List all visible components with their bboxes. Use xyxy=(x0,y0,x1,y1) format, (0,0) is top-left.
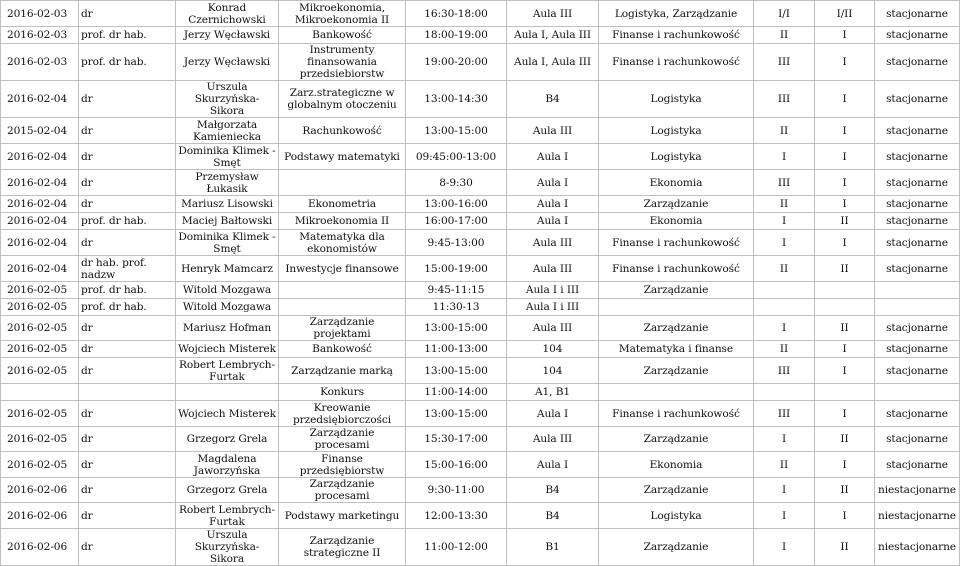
date-cell: 2016-02-05 xyxy=(1,401,79,427)
subject-cell: Konkurs xyxy=(279,384,406,401)
date-cell: 2016-02-05 xyxy=(1,358,79,384)
program-cell xyxy=(599,384,754,401)
date-cell: 2016-02-03 xyxy=(1,44,79,81)
degree-cell: II xyxy=(815,427,875,452)
time-cell: 13:00-15:00 xyxy=(406,358,507,384)
time-cell: 15:00-16:00 xyxy=(406,452,507,478)
mode-cell: stacjonarne xyxy=(875,1,960,27)
time-cell: 19:00-20:00 xyxy=(406,44,507,81)
program-cell: Ekonomia xyxy=(599,170,754,196)
program-cell: Finanse i rachunkowość xyxy=(599,27,754,44)
subject-cell: Mikroekonomia II xyxy=(279,213,406,230)
table-row xyxy=(1,478,960,503)
mode-cell: stacjonarne xyxy=(875,316,960,341)
lecturer-cell: Mariusz Lisowski xyxy=(176,196,279,213)
room-cell: Aula I xyxy=(507,213,599,230)
lecturer-cell: Magdalena Jaworzyńska xyxy=(176,452,279,478)
title-cell: prof. dr hab. xyxy=(79,299,176,316)
table-row xyxy=(1,196,960,213)
subject-cell xyxy=(279,170,406,196)
program-cell: Matematyka i finanse xyxy=(599,341,754,358)
degree-cell: I/II xyxy=(815,1,875,27)
subject-cell xyxy=(279,299,406,316)
year-cell: I xyxy=(754,503,815,529)
room-cell: 104 xyxy=(507,341,599,358)
title-cell: dr xyxy=(79,316,176,341)
subject-cell: Zarządzanie marką xyxy=(279,358,406,384)
title-cell: dr xyxy=(79,401,176,427)
subject-cell: Rachunkowość xyxy=(279,118,406,144)
program-cell: Zarządzanie xyxy=(599,427,754,452)
room-cell: Aula III xyxy=(507,118,599,144)
degree-cell: II xyxy=(815,316,875,341)
table-row xyxy=(1,299,960,316)
time-cell: 15:00-19:00 xyxy=(406,256,507,282)
mode-cell: stacjonarne xyxy=(875,118,960,144)
subject-cell: Ekonometria xyxy=(279,196,406,213)
mode-cell: niestacjonarne xyxy=(875,529,960,566)
degree-cell: II xyxy=(815,213,875,230)
subject-cell: Kreowanie przedsiębiorczości xyxy=(279,401,406,427)
title-cell: dr hab. prof. nadzw xyxy=(79,256,176,282)
mode-cell: niestacjonarne xyxy=(875,503,960,529)
program-cell: Logistyka xyxy=(599,118,754,144)
mode-cell xyxy=(875,299,960,316)
room-cell: B4 xyxy=(507,503,599,529)
table-row xyxy=(1,144,960,170)
lecturer-cell: Witold Mozgawa xyxy=(176,282,279,299)
time-cell: 9:45-13:00 xyxy=(406,230,507,256)
lecturer-cell: Konrad Czernichowski xyxy=(176,1,279,27)
table-row xyxy=(1,452,960,478)
subject-cell: Mikroekonomia, Mikroekonomia II xyxy=(279,1,406,27)
year-cell: III xyxy=(754,401,815,427)
subject-cell: Podstawy matematyki xyxy=(279,144,406,170)
year-cell xyxy=(754,299,815,316)
lecturer-cell: Robert Lembrych-Furtak xyxy=(176,503,279,529)
program-cell: Finanse i rachunkowość xyxy=(599,401,754,427)
room-cell: B1 xyxy=(507,529,599,566)
time-cell: 09:45:00-13:00 xyxy=(406,144,507,170)
title-cell: prof. dr hab. xyxy=(79,213,176,230)
room-cell: B4 xyxy=(507,81,599,118)
time-cell: 18:00-19:00 xyxy=(406,27,507,44)
program-cell: Zarządzanie xyxy=(599,316,754,341)
program-cell: Zarządzanie xyxy=(599,196,754,213)
table-row xyxy=(1,316,960,341)
degree-cell: I xyxy=(815,452,875,478)
date-cell: 2016-02-05 xyxy=(1,282,79,299)
year-cell: II xyxy=(754,452,815,478)
date-cell: 2016-02-04 xyxy=(1,170,79,196)
title-cell: dr xyxy=(79,196,176,213)
title-cell: dr xyxy=(79,341,176,358)
degree-cell xyxy=(815,282,875,299)
room-cell: Aula III xyxy=(507,1,599,27)
date-cell: 2016-02-04 xyxy=(1,230,79,256)
table-row xyxy=(1,81,960,118)
degree-cell: I xyxy=(815,170,875,196)
lecturer-cell xyxy=(176,384,279,401)
year-cell: II xyxy=(754,27,815,44)
date-cell: 2016-02-04 xyxy=(1,196,79,213)
degree-cell: II xyxy=(815,529,875,566)
mode-cell: stacjonarne xyxy=(875,452,960,478)
lecturer-cell: Witold Mozgawa xyxy=(176,299,279,316)
table-row xyxy=(1,529,960,566)
lecturer-cell: Wojciech Misterek xyxy=(176,401,279,427)
room-cell: Aula I, Aula III xyxy=(507,27,599,44)
degree-cell: I xyxy=(815,358,875,384)
mode-cell: stacjonarne xyxy=(875,81,960,118)
time-cell: 9:45-11:15 xyxy=(406,282,507,299)
time-cell: 16:00-17:00 xyxy=(406,213,507,230)
year-cell: I xyxy=(754,478,815,503)
title-cell: dr xyxy=(79,81,176,118)
room-cell: Aula III xyxy=(507,256,599,282)
title-cell: dr xyxy=(79,503,176,529)
date-cell: 2016-02-06 xyxy=(1,529,79,566)
time-cell: 11:30-13 xyxy=(406,299,507,316)
mode-cell: stacjonarne xyxy=(875,27,960,44)
time-cell: 11:00-12:00 xyxy=(406,529,507,566)
title-cell: dr xyxy=(79,529,176,566)
room-cell: Aula I xyxy=(507,401,599,427)
date-cell: 2016-02-05 xyxy=(1,452,79,478)
subject-cell: Inwestycje finansowe xyxy=(279,256,406,282)
time-cell: 13:00-15:00 xyxy=(406,118,507,144)
lecturer-cell: Grzegorz Grela xyxy=(176,478,279,503)
table-row xyxy=(1,401,960,427)
room-cell: Aula I xyxy=(507,196,599,213)
title-cell: dr xyxy=(79,170,176,196)
time-cell: 9:30-11:00 xyxy=(406,478,507,503)
room-cell: Aula I xyxy=(507,170,599,196)
time-cell: 13:00-15:00 xyxy=(406,401,507,427)
program-cell: Zarządzanie xyxy=(599,358,754,384)
degree-cell: I xyxy=(815,44,875,81)
date-cell: 2016-02-06 xyxy=(1,503,79,529)
title-cell: dr xyxy=(79,118,176,144)
lecturer-cell: Maciej Bałtowski xyxy=(176,213,279,230)
year-cell: III xyxy=(754,44,815,81)
table-row xyxy=(1,503,960,529)
title-cell: prof. dr hab. xyxy=(79,282,176,299)
lecturer-cell: Przemysław Łukasik xyxy=(176,170,279,196)
program-cell xyxy=(599,299,754,316)
year-cell: III xyxy=(754,81,815,118)
program-cell: Finanse i rachunkowość xyxy=(599,230,754,256)
date-cell: 2016-02-05 xyxy=(1,316,79,341)
degree-cell: I xyxy=(815,401,875,427)
table-row xyxy=(1,118,960,144)
program-cell: Ekonomia xyxy=(599,213,754,230)
lecturer-cell: Mariusz Hofman xyxy=(176,316,279,341)
date-cell: 2015-02-04 xyxy=(1,118,79,144)
title-cell: dr xyxy=(79,478,176,503)
subject-cell: Matematyka dla ekonomistów xyxy=(279,230,406,256)
program-cell: Zarządzanie xyxy=(599,478,754,503)
degree-cell: I xyxy=(815,118,875,144)
room-cell: Aula I xyxy=(507,452,599,478)
subject-cell: Finanse przedsiębiorstw xyxy=(279,452,406,478)
degree-cell: I xyxy=(815,144,875,170)
table-row xyxy=(1,358,960,384)
time-cell: 13:00-14:30 xyxy=(406,81,507,118)
program-cell: Zarządzanie xyxy=(599,529,754,566)
table-row xyxy=(1,230,960,256)
year-cell: I xyxy=(754,144,815,170)
subject-cell: Bankowość xyxy=(279,341,406,358)
date-cell: 2016-02-05 xyxy=(1,341,79,358)
room-cell: Aula III xyxy=(507,427,599,452)
room-cell: A1, B1 xyxy=(507,384,599,401)
mode-cell: stacjonarne xyxy=(875,341,960,358)
date-cell: 2016-02-06 xyxy=(1,478,79,503)
time-cell: 16:30-18:00 xyxy=(406,1,507,27)
lecturer-cell: Jerzy Węcławski xyxy=(176,27,279,44)
table-row xyxy=(1,27,960,44)
year-cell xyxy=(754,384,815,401)
table-row xyxy=(1,170,960,196)
program-cell: Finanse i rachunkowość xyxy=(599,44,754,81)
date-cell: 2016-02-04 xyxy=(1,144,79,170)
degree-cell: I xyxy=(815,196,875,213)
program-cell: Logistyka, Zarządzanie xyxy=(599,1,754,27)
year-cell: I xyxy=(754,316,815,341)
table-row xyxy=(1,282,960,299)
mode-cell: stacjonarne xyxy=(875,427,960,452)
mode-cell: stacjonarne xyxy=(875,401,960,427)
year-cell: I/I xyxy=(754,1,815,27)
mode-cell: stacjonarne xyxy=(875,230,960,256)
lecturer-cell: Dominika Klimek - Smęt xyxy=(176,144,279,170)
date-cell: 2016-02-04 xyxy=(1,256,79,282)
mode-cell: stacjonarne xyxy=(875,256,960,282)
date-cell: 2016-02-05 xyxy=(1,427,79,452)
degree-cell: II xyxy=(815,256,875,282)
lecturer-cell: Henryk Mamcarz xyxy=(176,256,279,282)
year-cell: III xyxy=(754,170,815,196)
year-cell: II xyxy=(754,196,815,213)
table-row xyxy=(1,427,960,452)
time-cell: 11:00-13:00 xyxy=(406,341,507,358)
time-cell: 13:00-16:00 xyxy=(406,196,507,213)
mode-cell: stacjonarne xyxy=(875,144,960,170)
date-cell: 2016-02-03 xyxy=(1,1,79,27)
time-cell: 12:00-13:30 xyxy=(406,503,507,529)
degree-cell: I xyxy=(815,27,875,44)
subject-cell: Zarz.strategiczne w globalnym otoczeniu xyxy=(279,81,406,118)
mode-cell: stacjonarne xyxy=(875,170,960,196)
title-cell: dr xyxy=(79,144,176,170)
date-cell: 2016-02-04 xyxy=(1,213,79,230)
year-cell: I xyxy=(754,230,815,256)
degree-cell xyxy=(815,299,875,316)
year-cell: I xyxy=(754,213,815,230)
schedule-rows xyxy=(1,1,960,566)
degree-cell: I xyxy=(815,230,875,256)
time-cell: 8-9:30 xyxy=(406,170,507,196)
lecturer-cell: Urszula Skurzyńska-Sikora xyxy=(176,81,279,118)
room-cell: Aula I i III xyxy=(507,282,599,299)
year-cell: I xyxy=(754,427,815,452)
title-cell: dr xyxy=(79,452,176,478)
subject-cell: Instrumenty finansowania przedsiebiorstw xyxy=(279,44,406,81)
date-cell: 2016-02-05 xyxy=(1,299,79,316)
table-row xyxy=(1,213,960,230)
room-cell: Aula III xyxy=(507,316,599,341)
room-cell: Aula III xyxy=(507,230,599,256)
year-cell: II xyxy=(754,256,815,282)
lecturer-cell: Dominika Klimek - Smęt xyxy=(176,230,279,256)
date-cell: 2016-02-04 xyxy=(1,81,79,118)
program-cell: Logistyka xyxy=(599,144,754,170)
degree-cell: I xyxy=(815,341,875,358)
mode-cell: stacjonarne xyxy=(875,196,960,213)
year-cell xyxy=(754,282,815,299)
program-cell: Zarządzanie xyxy=(599,282,754,299)
program-cell: Finanse i rachunkowość xyxy=(599,256,754,282)
date-cell xyxy=(1,384,79,401)
year-cell: I xyxy=(754,529,815,566)
subject-cell: Zarządzanie strategiczne II xyxy=(279,529,406,566)
time-cell: 11:00-14:00 xyxy=(406,384,507,401)
mode-cell: stacjonarne xyxy=(875,44,960,81)
time-cell: 15:30-17:00 xyxy=(406,427,507,452)
room-cell: Aula I i III xyxy=(507,299,599,316)
mode-cell: stacjonarne xyxy=(875,358,960,384)
lecturer-cell: Robert Lembrych-Furtak xyxy=(176,358,279,384)
year-cell: III xyxy=(754,358,815,384)
title-cell: prof. dr hab. xyxy=(79,44,176,81)
subject-cell: Zarządzanie procesami xyxy=(279,478,406,503)
table-row xyxy=(1,341,960,358)
room-cell: B4 xyxy=(507,478,599,503)
degree-cell: II xyxy=(815,478,875,503)
room-cell: Aula I xyxy=(507,144,599,170)
subject-cell: Bankowość xyxy=(279,27,406,44)
lecturer-cell: Małgorzata Kamieniecka xyxy=(176,118,279,144)
title-cell: dr xyxy=(79,427,176,452)
table-row xyxy=(1,384,960,401)
degree-cell xyxy=(815,384,875,401)
lecturer-cell: Urszula Skurzyńska-Sikora xyxy=(176,529,279,566)
degree-cell: I xyxy=(815,503,875,529)
title-cell: dr xyxy=(79,358,176,384)
year-cell: II xyxy=(754,341,815,358)
lecturer-cell: Wojciech Misterek xyxy=(176,341,279,358)
year-cell: II xyxy=(754,118,815,144)
title-cell xyxy=(79,384,176,401)
degree-cell: I xyxy=(815,81,875,118)
program-cell: Logistyka xyxy=(599,503,754,529)
mode-cell xyxy=(875,384,960,401)
lecturer-cell: Jerzy Węcławski xyxy=(176,44,279,81)
mode-cell xyxy=(875,282,960,299)
time-cell: 13:00-15:00 xyxy=(406,316,507,341)
program-cell: Logistyka xyxy=(599,81,754,118)
subject-cell xyxy=(279,282,406,299)
subject-cell: Zarządzanie projektami xyxy=(279,316,406,341)
title-cell: prof. dr hab. xyxy=(79,27,176,44)
program-cell: Ekonomia xyxy=(599,452,754,478)
room-cell: Aula I, Aula III xyxy=(507,44,599,81)
title-cell: dr xyxy=(79,1,176,27)
date-cell: 2016-02-03 xyxy=(1,27,79,44)
table-row xyxy=(1,256,960,282)
subject-cell: Zarządzanie procesami xyxy=(279,427,406,452)
room-cell: 104 xyxy=(507,358,599,384)
table-row xyxy=(1,1,960,27)
mode-cell: niestacjonarne xyxy=(875,478,960,503)
subject-cell: Podstawy marketingu xyxy=(279,503,406,529)
lecturer-cell: Grzegorz Grela xyxy=(176,427,279,452)
table-row xyxy=(1,44,960,81)
title-cell: dr xyxy=(79,230,176,256)
mode-cell: stacjonarne xyxy=(875,213,960,230)
